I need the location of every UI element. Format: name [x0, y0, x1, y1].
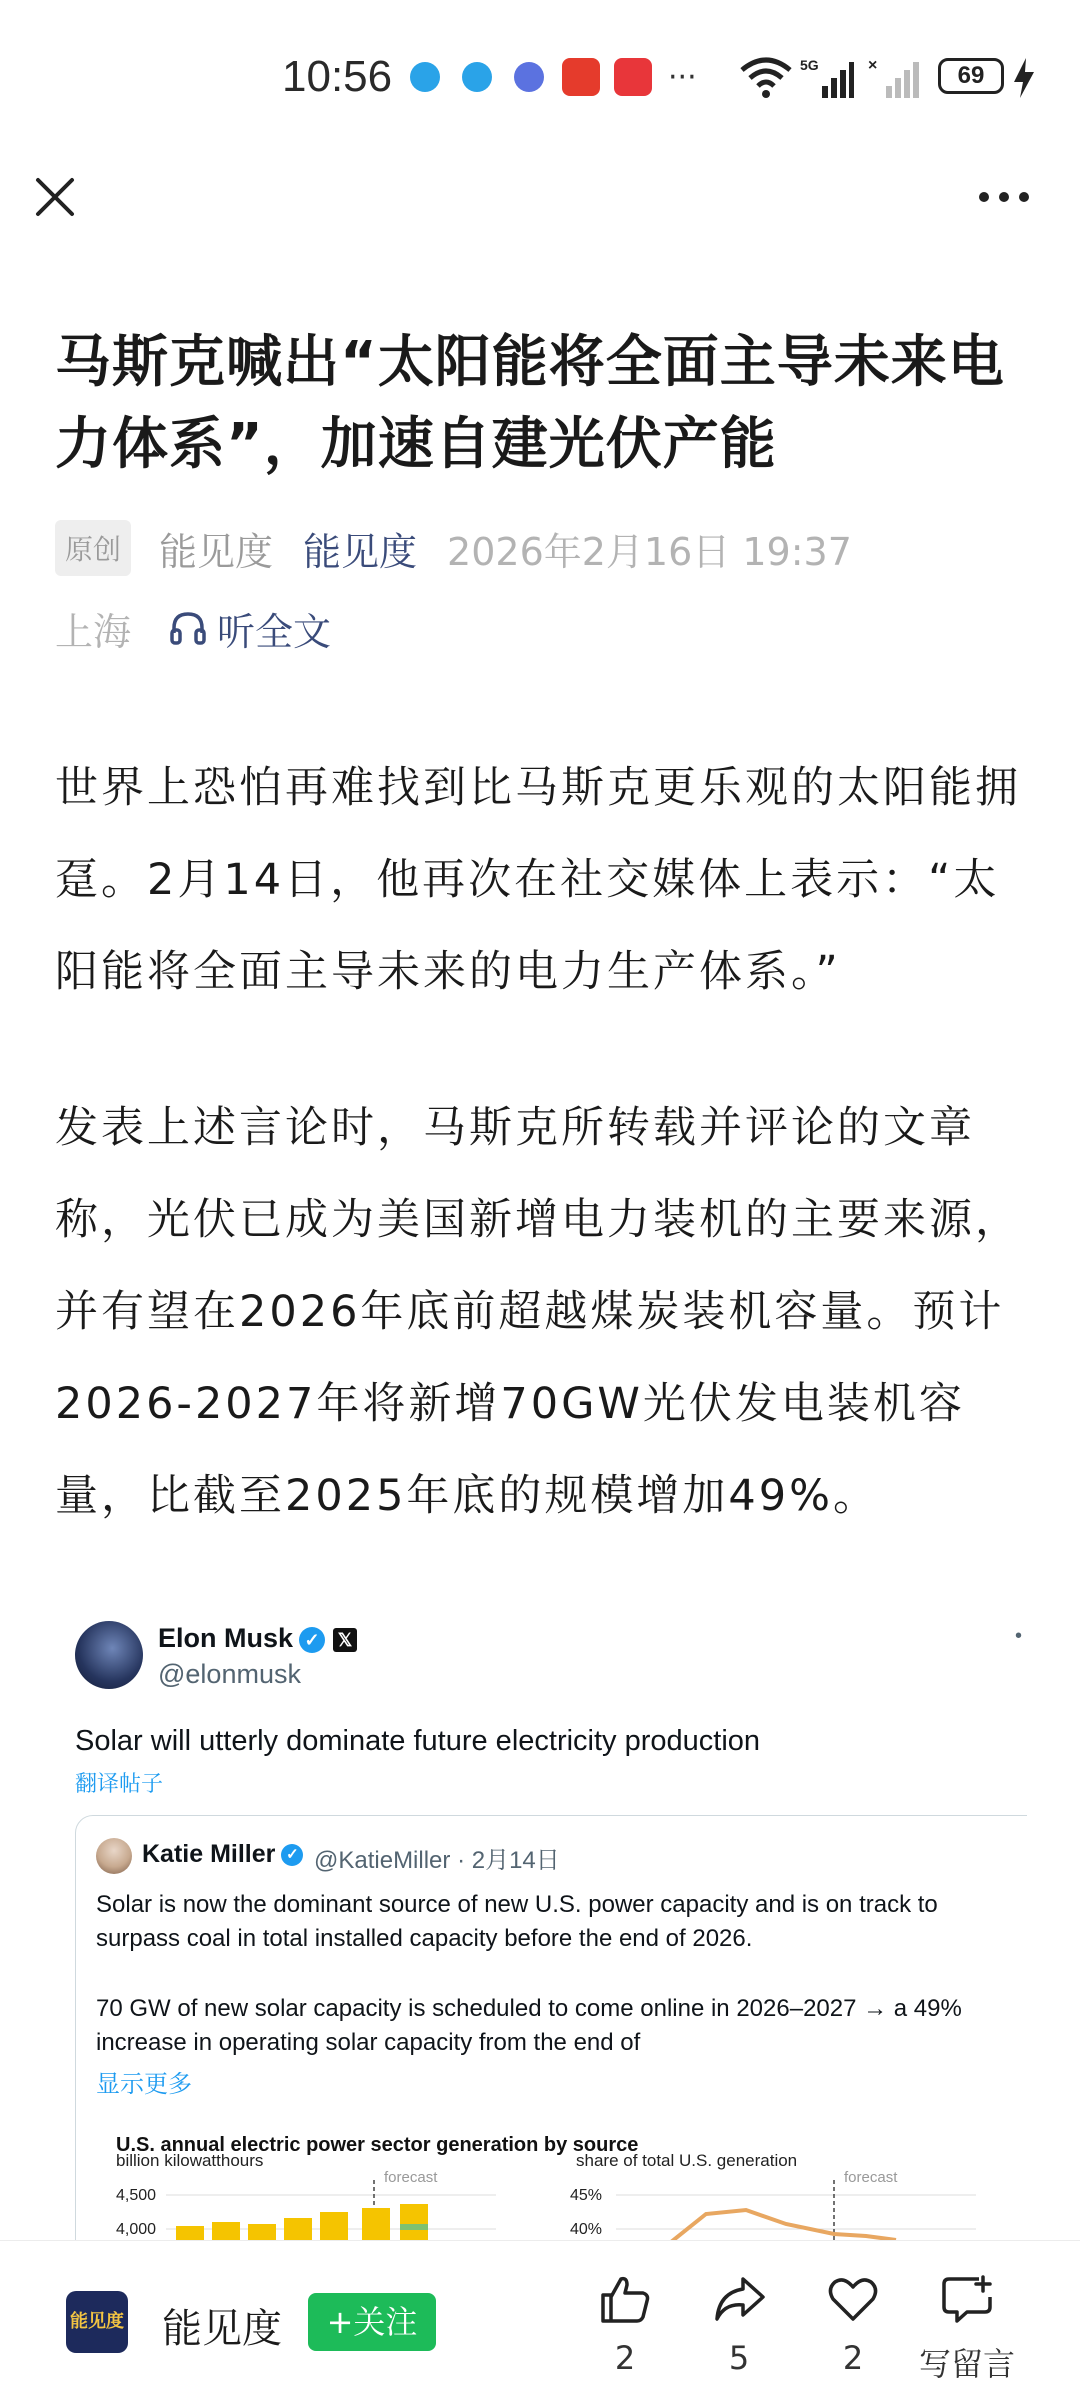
wifi-icon — [738, 56, 794, 100]
embedded-tweet-image[interactable] — [55, 1585, 1027, 2240]
left-chart-unit: billion kilowatthours — [116, 2151, 264, 2170]
bar — [320, 2212, 348, 2240]
app-notification-icon — [462, 62, 492, 92]
app-notification-icon — [410, 62, 440, 92]
share-line — [626, 2210, 896, 2240]
signal-no-service-icon — [868, 56, 922, 100]
left-tick: 4,500 — [116, 2187, 157, 2204]
bar — [176, 2226, 204, 2240]
bar — [212, 2222, 240, 2240]
like-button[interactable] — [570, 2271, 680, 2377]
more-notifications-icon: ··· — [668, 60, 697, 95]
signal-5g-icon — [800, 56, 854, 100]
comment-add-icon — [939, 2271, 995, 2327]
tweet-avatar — [75, 1621, 143, 1689]
left-tick: 4,000 — [116, 2221, 157, 2238]
verified-badge-icon: ✓ — [281, 1844, 303, 1866]
like-count: 2 — [614, 2339, 636, 2377]
article-meta — [55, 520, 852, 576]
article-paragraph: 世界上恐怕再难找到比马斯克更乐观的太阳能拥趸。2月14日，他再次在社交媒体上表示：“太阳能将全面主导未来的电力生产体系。” — [55, 763, 1021, 997]
message-app-icon — [614, 58, 652, 96]
thumbs-up-icon — [597, 2271, 653, 2327]
article-author: 能见度 — [159, 529, 274, 574]
generation-chart — [96, 2150, 1027, 2240]
source-logo[interactable]: 能见度 — [66, 2291, 128, 2353]
svg-text:5G: 5G — [800, 57, 819, 73]
listen-full-text-button[interactable] — [169, 601, 331, 656]
listen-app-icon — [562, 58, 600, 96]
favorite-button[interactable] — [798, 2271, 908, 2377]
bar — [362, 2208, 390, 2240]
status-bar — [0, 0, 1080, 160]
right-tick: 45% — [570, 2187, 603, 2204]
bar — [400, 2204, 428, 2240]
quoted-handle-date: @KatieMiller · 2月14日 — [314, 1847, 560, 1874]
original-badge: 原创 — [55, 520, 131, 576]
right-chart-unit: share of total U.S. generation — [576, 2151, 798, 2170]
quoted-text: 70 GW of new solar capacity is scheduled to come online in 2026–2027 → a 49% increase in operating solar capacity from the end of — [96, 1995, 962, 2056]
share-count: 5 — [728, 2339, 750, 2377]
chart-title: U.S. annual electric power sector generation by source — [116, 2134, 639, 2156]
more-options-icon[interactable] — [976, 182, 1032, 212]
article-meta-secondary — [55, 600, 331, 656]
right-forecast-label: forecast — [844, 2169, 898, 2186]
battery-indicator: 69 — [938, 58, 1004, 94]
quoted-text: Solar is now the dominant source of new U.S. power capacity and is on track to surpass coal in total installed capacity before the end of 2026. — [96, 1891, 938, 1952]
tweet-author: Elon Musk ✓ 𝕏 — [158, 1623, 357, 1654]
show-more-link: 显示更多 — [96, 2071, 192, 2098]
verified-badge-icon: ✓ — [299, 1627, 325, 1653]
quoted-author: Katie Miller ✓ — [142, 1840, 303, 1869]
music-icon — [514, 62, 544, 92]
source-account-link[interactable]: 能见度 — [303, 529, 418, 574]
svg-text:×: × — [868, 57, 878, 74]
comment-label: 写留言 — [918, 2345, 1015, 2383]
x-logo-icon: 𝕏 — [333, 1628, 357, 1652]
right-tick: 40% — [570, 2221, 603, 2238]
translate-post-link: 翻译帖子 — [75, 1771, 164, 1796]
headphones-icon — [169, 609, 207, 647]
bar — [284, 2218, 312, 2240]
comment-button[interactable] — [912, 2271, 1022, 2385]
tweet-text: Solar will utterly dominate future electricity production — [75, 1725, 761, 1757]
tweet-handle: @elonmusk — [158, 1659, 301, 1689]
share-button[interactable] — [684, 2271, 794, 2377]
left-forecast-label: forecast — [384, 2169, 438, 2186]
article-location: 上海 — [55, 609, 132, 654]
quoted-tweet — [75, 1815, 1027, 2240]
publish-date: 2026年2月16日 19:37 — [447, 529, 852, 574]
bottom-action-bar — [0, 2240, 1080, 2401]
close-icon[interactable] — [30, 172, 80, 222]
bar — [248, 2224, 276, 2240]
share-icon — [711, 2271, 767, 2327]
bar-segment — [400, 2224, 428, 2230]
tweet-menu-dot-icon: • — [1015, 1625, 1023, 1647]
article-title: 马斯克喊出“太阳能将全面主导未来电力体系”，加速自建光伏产能 — [55, 330, 1005, 477]
article-paragraph: 发表上述言论时，马斯克所转载并评论的文章称，光伏已成为美国新增电力装机的主要来源，并有望在2026年底前超越煤炭装机容量。预计2026-2027年将新增70GW光伏发电装机容量，比截至2025年底的规模增加49%。 — [55, 1103, 1021, 1521]
listen-label: 听全文 — [217, 609, 332, 654]
charging-icon — [1012, 56, 1036, 100]
status-time: 10:56 — [282, 52, 393, 101]
heart-icon — [825, 2271, 881, 2327]
follow-button[interactable]: +关注 — [308, 2293, 436, 2351]
source-name[interactable]: 能见度 — [162, 2306, 282, 2352]
favorite-count: 2 — [842, 2339, 864, 2377]
quoted-avatar — [96, 1838, 132, 1874]
